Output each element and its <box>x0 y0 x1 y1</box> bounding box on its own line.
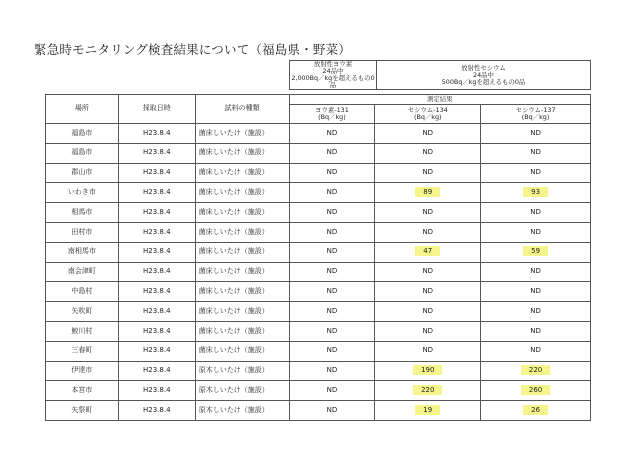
date-cell <box>118 361 195 381</box>
cs134-cell-value: 47 <box>416 247 439 255</box>
date-cell <box>118 302 195 322</box>
i131-cell-value: ND <box>326 247 338 256</box>
cs137-cell <box>481 361 591 381</box>
cs134-cell-value: 190 <box>414 366 441 374</box>
cs134-cell-value: ND <box>422 148 434 157</box>
cs137-cell-value: 26 <box>524 406 547 414</box>
kind-cell <box>195 203 289 223</box>
cs134-cell <box>375 381 481 401</box>
header-cs134-unit: (Bq／kg) <box>413 113 442 121</box>
cs134-cell <box>375 143 481 163</box>
table-row <box>46 262 591 282</box>
cs134-cell <box>375 282 481 302</box>
date-cell-value: H23.8.4 <box>143 326 171 335</box>
header-date: 採取日時 <box>118 95 195 124</box>
place-cell-value: 矢吹町 <box>71 306 93 315</box>
i131-cell <box>289 222 375 242</box>
iodine-summary-limit: 2,000Bq／kgを超えるもの0品 <box>291 74 375 90</box>
date-cell-value: H23.8.4 <box>143 405 171 414</box>
i131-cell <box>289 124 375 144</box>
cs137-cell-value: ND <box>530 306 541 315</box>
date-cell-value: H23.8.4 <box>143 227 171 236</box>
i131-cell <box>289 321 375 341</box>
place-cell <box>46 302 119 322</box>
date-cell <box>118 203 195 223</box>
i131-cell <box>289 163 375 183</box>
header-i131-label: ヨウ素-131 <box>315 105 349 114</box>
i131-cell <box>289 143 375 163</box>
date-cell <box>118 143 195 163</box>
iodine-summary-label: 放射性ヨウ素 <box>313 60 353 68</box>
cs137-cell <box>481 262 591 282</box>
date-cell <box>118 282 195 302</box>
table-row <box>46 163 591 183</box>
cs134-cell-value: ND <box>422 326 434 335</box>
cs137-cell-value: ND <box>530 168 541 177</box>
table-row <box>46 203 591 223</box>
i131-cell <box>289 361 375 381</box>
place-cell <box>46 222 119 242</box>
kind-cell-value: 菌床しいたけ（施設） <box>198 346 269 355</box>
date-cell-value: H23.8.4 <box>143 346 171 355</box>
cs134-cell <box>375 222 481 242</box>
date-cell-value: H23.8.4 <box>143 148 171 157</box>
date-cell-value: H23.8.4 <box>143 306 171 315</box>
cs134-cell-value: ND <box>422 207 434 216</box>
cs134-cell-value: ND <box>422 227 434 236</box>
i131-cell-value: ND <box>326 128 338 137</box>
kind-cell-value: 菌床しいたけ（施設） <box>198 148 269 157</box>
kind-cell-value: 菌床しいたけ（施設） <box>198 326 269 335</box>
place-cell-value: 矢祭町 <box>71 405 93 414</box>
kind-cell-value: 菌床しいたけ（施設） <box>198 267 269 276</box>
cs137-cell-value: ND <box>530 207 541 216</box>
table-row <box>46 341 591 361</box>
i131-cell-value: ND <box>326 405 338 414</box>
date-cell-value: H23.8.4 <box>143 128 171 137</box>
cs134-cell <box>375 302 481 322</box>
cs134-cell-value: ND <box>422 267 434 276</box>
place-cell <box>46 203 119 223</box>
i131-cell <box>289 401 375 421</box>
place-cell-value: 田村市 <box>71 227 93 236</box>
table-row <box>46 124 591 144</box>
kind-cell <box>195 401 289 421</box>
date-cell-value: H23.8.4 <box>143 168 171 177</box>
kind-cell <box>195 302 289 322</box>
place-cell <box>46 143 119 163</box>
place-cell <box>46 163 119 183</box>
kind-cell <box>195 381 289 401</box>
date-cell <box>118 341 195 361</box>
i131-cell-value: ND <box>326 286 338 295</box>
i131-cell-value: ND <box>326 346 338 355</box>
table-row <box>46 222 591 242</box>
kind-cell-value: 菌床しいたけ（施設） <box>198 207 269 216</box>
kind-cell-value: 菌床しいたけ（施設） <box>198 286 269 295</box>
cs137-cell <box>481 341 591 361</box>
i131-cell-value: ND <box>326 267 338 276</box>
place-cell-value: いわき市 <box>67 187 96 196</box>
page-title: 緊急時モニタリング検査結果について（福島県・野菜） <box>34 42 352 57</box>
place-cell <box>46 361 119 381</box>
cs134-cell <box>375 242 481 262</box>
place-cell-value: 中島村 <box>71 286 93 295</box>
date-cell <box>118 242 195 262</box>
kind-cell <box>195 282 289 302</box>
date-cell-value: H23.8.4 <box>143 247 171 256</box>
i131-cell <box>289 381 375 401</box>
kind-cell-value: 菌床しいたけ（施設） <box>198 168 269 177</box>
cs137-cell-value: ND <box>530 346 541 355</box>
place-cell-value: 本宮市 <box>71 385 93 394</box>
header-cs134 <box>375 105 481 124</box>
place-cell <box>46 341 119 361</box>
kind-cell <box>195 124 289 144</box>
header-cs137-unit: (Bq／kg) <box>521 113 550 121</box>
header-cs137 <box>481 105 591 124</box>
cs137-cell <box>481 222 591 242</box>
table-row <box>46 361 591 381</box>
table-row <box>46 401 591 421</box>
date-cell <box>118 124 195 144</box>
table-row <box>46 242 591 262</box>
kind-cell <box>195 361 289 381</box>
cesium-summary <box>377 61 591 90</box>
kind-cell-value: 菌床しいたけ（施設） <box>198 128 269 137</box>
kind-cell-value: 原木しいたけ（施設） <box>198 366 269 375</box>
place-cell-value: 三春町 <box>71 346 93 355</box>
summary-table <box>289 60 591 90</box>
i131-cell-value: ND <box>326 366 338 375</box>
cs134-cell <box>375 321 481 341</box>
cs137-cell <box>481 242 591 262</box>
cesium-summary-label: 放射性セシウム <box>461 63 506 72</box>
kind-cell <box>195 222 289 242</box>
cs134-cell <box>375 124 481 144</box>
iodine-summary <box>290 61 377 90</box>
i131-cell <box>289 282 375 302</box>
cs137-cell <box>481 124 591 144</box>
i131-cell-value: ND <box>326 207 338 216</box>
date-cell <box>118 163 195 183</box>
cs137-cell-value: ND <box>530 148 541 157</box>
date-cell-value: H23.8.4 <box>143 286 171 295</box>
header-result: 測定結果 <box>289 95 590 105</box>
i131-cell-value: ND <box>326 168 338 177</box>
date-cell-value: H23.8.4 <box>143 385 171 394</box>
place-cell <box>46 381 119 401</box>
place-cell <box>46 321 119 341</box>
place-cell <box>46 401 119 421</box>
cs134-cell <box>375 341 481 361</box>
kind-cell-value: 菌床しいたけ（施設） <box>198 247 269 256</box>
date-cell <box>118 183 195 203</box>
kind-cell <box>195 341 289 361</box>
cs134-cell <box>375 203 481 223</box>
kind-cell-value: 菌床しいたけ（施設） <box>198 227 269 236</box>
cs137-cell <box>481 143 591 163</box>
cs137-cell <box>481 302 591 322</box>
date-cell-value: H23.8.4 <box>143 366 171 375</box>
kind-cell-value: 菌床しいたけ（施設） <box>198 187 269 196</box>
kind-cell-value: 原木しいたけ（施設） <box>198 405 269 414</box>
kind-cell <box>195 262 289 282</box>
date-cell <box>118 401 195 421</box>
i131-cell <box>289 262 375 282</box>
cs137-cell-value: ND <box>530 326 541 335</box>
place-cell <box>46 242 119 262</box>
header-place: 場所 <box>46 95 119 124</box>
i131-cell-value: ND <box>326 306 338 315</box>
cs137-cell <box>481 183 591 203</box>
header-kind: 試料の種類 <box>195 95 289 124</box>
cs137-cell <box>481 282 591 302</box>
cs137-cell <box>481 401 591 421</box>
cs137-cell-value: ND <box>530 227 541 236</box>
date-cell <box>118 222 195 242</box>
place-cell-value: 相馬市 <box>71 207 93 216</box>
date-cell <box>118 321 195 341</box>
cs134-cell-value: ND <box>422 168 434 177</box>
cs134-cell-value: 220 <box>414 386 441 394</box>
place-cell <box>46 124 119 144</box>
table-row <box>46 381 591 401</box>
place-cell-value: 郡山市 <box>71 168 93 177</box>
kind-cell <box>195 183 289 203</box>
iodine-summary-count: 24品中 <box>322 67 344 76</box>
cs134-cell <box>375 401 481 421</box>
i131-cell <box>289 183 375 203</box>
cs137-cell-value: 93 <box>524 188 547 196</box>
place-cell <box>46 282 119 302</box>
date-cell-value: H23.8.4 <box>143 187 171 196</box>
cs137-cell-value: 220 <box>522 366 549 374</box>
kind-cell-value: 菌床しいたけ（施設） <box>198 306 269 315</box>
cs134-cell <box>375 262 481 282</box>
cs134-cell-value: 89 <box>416 188 439 196</box>
results-table <box>45 94 591 421</box>
cs137-cell-value: 59 <box>524 247 547 255</box>
header-i131-unit: (Bq／kg) <box>318 113 346 121</box>
cs134-cell-value: ND <box>422 128 434 137</box>
date-cell-value: H23.8.4 <box>143 207 171 216</box>
kind-cell-value: 原木しいたけ（施設） <box>198 385 269 394</box>
i131-cell-value: ND <box>326 227 338 236</box>
date-cell <box>118 262 195 282</box>
cesium-summary-count: 24品中 <box>473 70 494 79</box>
cs137-cell <box>481 321 591 341</box>
cs134-cell-value: 19 <box>416 406 439 414</box>
place-cell-value: 鮫川村 <box>71 326 93 335</box>
cs134-cell-value: ND <box>422 346 434 355</box>
header-cs137-label: セシウム-137 <box>515 105 556 114</box>
cs137-cell-value: ND <box>530 128 541 137</box>
place-cell <box>46 183 119 203</box>
place-cell <box>46 262 119 282</box>
i131-cell-value: ND <box>326 385 338 394</box>
kind-cell <box>195 321 289 341</box>
i131-cell-value: ND <box>326 187 338 196</box>
date-cell-value: H23.8.4 <box>143 267 171 276</box>
i131-cell <box>289 341 375 361</box>
place-cell-value: 南相馬市 <box>67 247 96 256</box>
cs137-cell-value: 260 <box>522 386 549 394</box>
header-i131 <box>289 105 375 124</box>
table-row <box>46 143 591 163</box>
table-row <box>46 321 591 341</box>
place-cell-value: 福島市 <box>71 148 93 157</box>
table-row <box>46 282 591 302</box>
i131-cell <box>289 242 375 262</box>
table-row <box>46 302 591 322</box>
i131-cell <box>289 302 375 322</box>
i131-cell-value: ND <box>326 148 338 157</box>
kind-cell <box>195 143 289 163</box>
kind-cell <box>195 242 289 262</box>
cs137-cell <box>481 381 591 401</box>
cs137-cell-value: ND <box>530 267 541 276</box>
kind-cell <box>195 163 289 183</box>
cs134-cell-value: ND <box>422 306 434 315</box>
place-cell-value: 伊達市 <box>71 366 93 375</box>
date-cell <box>118 381 195 401</box>
i131-cell-value: ND <box>326 326 338 335</box>
i131-cell <box>289 203 375 223</box>
cs137-cell <box>481 163 591 183</box>
header-cs134-label: セシウム-134 <box>407 105 448 114</box>
cs134-cell <box>375 163 481 183</box>
cs134-cell <box>375 183 481 203</box>
cesium-summary-limit: 500Bq／kgを超えるもの0品 <box>441 77 526 86</box>
cs137-cell-value: ND <box>530 286 541 295</box>
place-cell-value: 南会津町 <box>67 267 96 276</box>
place-cell-value: 福島市 <box>71 128 93 137</box>
cs134-cell <box>375 361 481 381</box>
cs134-cell-value: ND <box>422 286 434 295</box>
table-row <box>46 183 591 203</box>
cs137-cell <box>481 203 591 223</box>
